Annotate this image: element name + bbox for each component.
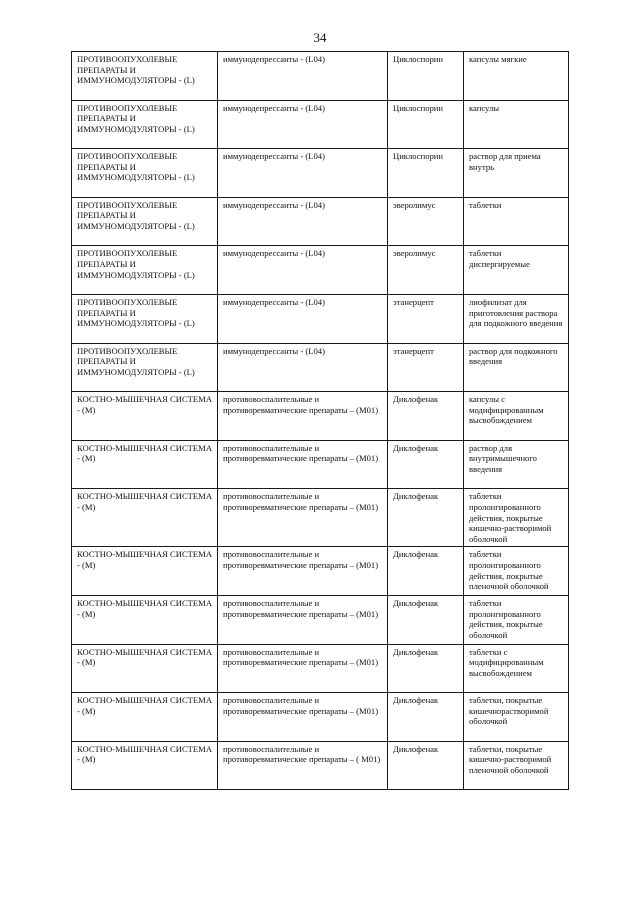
- dosage-form-cell: [464, 440, 569, 489]
- dosage-form-cell-text: капсулы мягкие: [469, 54, 527, 64]
- group-cell-text: КОСТНО-МЫШЕЧНАЯ СИСТЕМА - (М): [77, 695, 213, 716]
- group-cell-text: ПРОТИВООПУХОЛЕВЫЕ ПРЕПАРАТЫ И ИММУНОМОДУЛЯТОРЫ - (L): [77, 102, 195, 134]
- subgroup-cell-text: противовоспалительные и противоревматические препараты – ( М01): [223, 743, 381, 765]
- subgroup-cell-text: иммунодепрессанты - (L04): [223, 102, 325, 113]
- dosage-form-cell: [464, 343, 569, 392]
- subgroup-cell: [218, 392, 388, 441]
- subgroup-cell-text: иммунодепрессанты - (L04): [223, 345, 325, 356]
- dosage-form-cell-text: таблетки пролонгированного действия, покрытые пленочной оболочкой: [469, 549, 549, 592]
- drug-cell-text: этанерцепт: [393, 296, 434, 307]
- drug-cell-text: Циклоспорин: [393, 102, 443, 113]
- group-cell-text: ПРОТИВООПУХОЛЕВЫЕ ПРЕПАРАТЫ И ИММУНОМОДУЛЯТОРЫ - (L): [77, 296, 195, 329]
- drug-cell-text: этанерцепт: [393, 345, 434, 356]
- group-cell: [72, 547, 218, 596]
- dosage-form-cell: [464, 100, 569, 149]
- drug-cell-text: Циклоспорин: [393, 151, 443, 162]
- subgroup-cell: [218, 489, 388, 547]
- dosage-form-cell-text: раствор для подкожного введения: [469, 345, 558, 367]
- subgroup-cell-text: иммунодепрессанты - (L04): [223, 199, 325, 210]
- drug-cell: [388, 489, 464, 547]
- dosage-form-cell-text: таблетки, покрытые кишечнорастворимой оболочкой: [469, 695, 549, 727]
- table-row: [72, 644, 569, 693]
- drug-cell-text: Диклофенак: [393, 442, 439, 453]
- dosage-form-cell-text: таблетки пролонгированного действия, покрытые оболочкой: [469, 597, 543, 640]
- group-cell: [72, 595, 218, 644]
- group-cell: [72, 149, 218, 198]
- drug-cell-text: Диклофенак: [393, 695, 439, 706]
- dosage-form-cell: [464, 294, 569, 343]
- drug-cell: [388, 693, 464, 742]
- drug-cell-text: эверолимус: [393, 248, 436, 259]
- subgroup-cell-text: иммунодепрессанты - (L04): [223, 54, 325, 64]
- dosage-form-cell-text: раствор для приема внутрь: [469, 151, 541, 172]
- drug-cell: [388, 246, 464, 295]
- subgroup-cell: [218, 595, 388, 644]
- subgroup-cell-text: иммунодепрессанты - (L04): [223, 296, 325, 307]
- table-row: [72, 547, 569, 596]
- group-cell: [72, 644, 218, 693]
- subgroup-cell: [218, 644, 388, 693]
- subgroup-cell: [218, 440, 388, 489]
- table-row: [72, 149, 569, 198]
- subgroup-cell: [218, 52, 388, 101]
- subgroup-cell: [218, 343, 388, 392]
- dosage-form-cell: [464, 644, 569, 693]
- drug-cell: [388, 741, 464, 790]
- table-row: [72, 440, 569, 489]
- subgroup-cell: [218, 246, 388, 295]
- subgroup-cell: [218, 547, 388, 596]
- table-row: [72, 294, 569, 343]
- dosage-form-cell: [464, 197, 569, 246]
- dosage-form-cell: [464, 693, 569, 742]
- table-row: [72, 489, 569, 547]
- drug-cell-text: Диклофенак: [393, 549, 439, 560]
- dosage-form-cell-text: таблетки диспергируемые: [469, 248, 530, 269]
- group-cell-text: КОСТНО-МЫШЕЧНАЯ СИСТЕМА - (М): [77, 549, 213, 570]
- drug-cell: [388, 294, 464, 343]
- drug-cell: [388, 197, 464, 246]
- group-cell-text: КОСТНО-МЫШЕЧНАЯ СИСТЕМА - (М): [77, 442, 213, 464]
- subgroup-cell: [218, 693, 388, 742]
- group-cell-text: ПРОТИВООПУХОЛЕВЫЕ ПРЕПАРАТЫ И ИММУНОМОДУЛЯТОРЫ - (L): [77, 151, 195, 183]
- group-cell: [72, 693, 218, 742]
- drug-cell: [388, 644, 464, 693]
- group-cell-text: КОСТНО-МЫШЕЧНАЯ СИСТЕМА - (М): [77, 597, 213, 619]
- dosage-form-cell-text: капсулы: [469, 102, 500, 113]
- table-row: [72, 741, 569, 790]
- group-cell: [72, 197, 218, 246]
- dosage-form-cell-text: таблетки, покрытые кишечно-растворимой пленочной оболочкой: [469, 743, 552, 775]
- dosage-form-cell-text: таблетки пролонгированного действия, покрытые кишечно-растворимой оболочкой: [469, 491, 552, 544]
- drug-cell: [388, 343, 464, 392]
- table-row: [72, 52, 569, 101]
- drug-cell: [388, 547, 464, 596]
- table-row: [72, 595, 569, 644]
- group-cell-text: КОСТНО-МЫШЕЧНАЯ СИСТЕМА - (М): [77, 646, 213, 668]
- subgroup-cell-text: противовоспалительные и противоревматические препараты – (М01): [223, 442, 379, 464]
- dosage-form-cell: [464, 149, 569, 198]
- drug-cell-text: эверолимус: [393, 199, 436, 210]
- drug-table-body: [72, 52, 569, 790]
- subgroup-cell: [218, 197, 388, 246]
- subgroup-cell-text: противовоспалительные и противоревматические препараты – (М01): [223, 646, 379, 668]
- subgroup-cell-text: противовоспалительные и противоревматические препараты – (М01): [223, 549, 379, 570]
- table-row: [72, 343, 569, 392]
- subgroup-cell-text: иммунодепрессанты - (L04): [223, 248, 325, 259]
- dosage-form-cell: [464, 52, 569, 101]
- dosage-form-cell-text: раствор для внутримышечного введения: [469, 442, 537, 474]
- dosage-form-cell: [464, 547, 569, 596]
- group-cell: [72, 100, 218, 149]
- page-number: 34: [313, 30, 327, 45]
- subgroup-cell: [218, 294, 388, 343]
- drug-cell-text: Циклоспорин: [393, 54, 443, 64]
- group-cell: [72, 52, 218, 101]
- group-cell: [72, 246, 218, 295]
- drug-cell-text: Диклофенак: [393, 646, 439, 657]
- subgroup-cell-text: противовоспалительные и противоревматические препараты – (М01): [223, 597, 379, 619]
- group-cell-text: КОСТНО-МЫШЕЧНАЯ СИСТЕМА - (М): [77, 491, 213, 512]
- table-row: [72, 693, 569, 742]
- group-cell: [72, 294, 218, 343]
- drug-cell-text: Диклофенак: [393, 743, 439, 754]
- drug-cell-text: Диклофенак: [393, 394, 439, 405]
- group-cell: [72, 440, 218, 489]
- dosage-form-cell: [464, 489, 569, 547]
- group-cell: [72, 489, 218, 547]
- subgroup-cell: [218, 741, 388, 790]
- drug-cell: [388, 595, 464, 644]
- drug-cell-text: Диклофенак: [393, 491, 439, 502]
- drug-table: [71, 51, 569, 790]
- table-row: [72, 100, 569, 149]
- subgroup-cell: [218, 149, 388, 198]
- table-row: [72, 246, 569, 295]
- group-cell: [72, 392, 218, 441]
- dosage-form-cell-text: лиофилизат для приготовления раствора для подкожного введения: [469, 296, 563, 329]
- drug-cell: [388, 440, 464, 489]
- group-cell-text: ПРОТИВООПУХОЛЕВЫЕ ПРЕПАРАТЫ И ИММУНОМОДУЛЯТОРЫ - (L): [77, 345, 195, 377]
- dosage-form-cell: [464, 392, 569, 441]
- group-cell-text: КОСТНО-МЫШЕЧНАЯ СИСТЕМА - (М): [77, 743, 213, 765]
- group-cell-text: КОСТНО-МЫШЕЧНАЯ СИСТЕМА - (М): [77, 394, 213, 415]
- subgroup-cell-text: противовоспалительные и противоревматические препараты – (М01): [223, 394, 379, 415]
- dosage-form-cell-text: таблетки с модифицированным высвобождением: [469, 646, 544, 678]
- table-row: [72, 392, 569, 441]
- subgroup-cell-text: иммунодепрессанты - (L04): [223, 151, 325, 162]
- drug-cell-text: Диклофенак: [393, 597, 439, 608]
- drug-cell: [388, 100, 464, 149]
- subgroup-cell-text: противовоспалительные и противоревматические препараты – (М01): [223, 491, 379, 512]
- dosage-form-cell-text: таблетки: [469, 199, 502, 210]
- subgroup-cell: [218, 100, 388, 149]
- dosage-form-cell: [464, 595, 569, 644]
- group-cell-text: ПРОТИВООПУХОЛЕВЫЕ ПРЕПАРАТЫ И ИММУНОМОДУЛЯТОРЫ - (L): [77, 248, 195, 280]
- table-row: [72, 197, 569, 246]
- group-cell-text: ПРОТИВООПУХОЛЕВЫЕ ПРЕПАРАТЫ И ИММУНОМОДУЛЯТОРЫ - (L): [77, 199, 195, 231]
- dosage-form-cell-text: капсулы с модифицированным высвобождением: [469, 394, 544, 426]
- drug-cell: [388, 149, 464, 198]
- drug-cell: [388, 52, 464, 101]
- drug-cell: [388, 392, 464, 441]
- subgroup-cell-text: противовоспалительные и противоревматические препараты – (М01): [223, 695, 379, 716]
- group-cell-text: ПРОТИВООПУХОЛЕВЫЕ ПРЕПАРАТЫ И ИММУНОМОДУЛЯТОРЫ - (L): [77, 54, 195, 86]
- group-cell: [72, 343, 218, 392]
- dosage-form-cell: [464, 246, 569, 295]
- dosage-form-cell: [464, 741, 569, 790]
- group-cell: [72, 741, 218, 790]
